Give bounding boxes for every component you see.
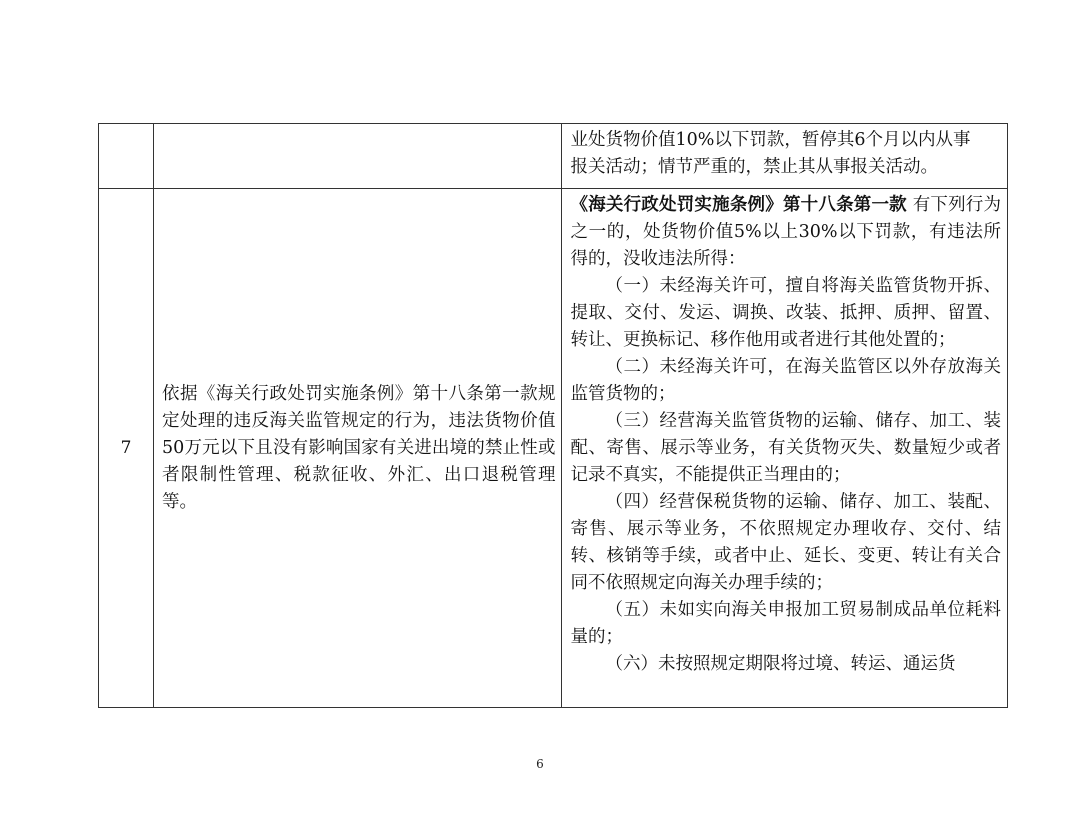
basis-item: （六）未按照规定期限将过境、转运、通运货 xyxy=(605,654,956,674)
basis-item: （三）经营海关监管货物的运输、储存、加工、装配、寄售、展示等业务，有关货物灭失、数量短少或者记录不真实，不能提供正当理由的； xyxy=(570,411,1001,485)
penalty-table xyxy=(98,123,1008,708)
table-row xyxy=(99,189,1008,708)
violation-description: 依据《海关行政处罚实施条例》第十八条第一款规定处理的违反海关监管规定的行为，违法货物价值50万元以下且没有影响国家有关进出境的禁止性或者限制性管理、税款征收、外汇、出口退税管理等。 xyxy=(162,383,556,512)
legal-basis-title: 《海关行政处罚实施条例》第十八条第一款 xyxy=(570,195,907,215)
table-row xyxy=(99,124,1008,189)
row-number-cell: 7 xyxy=(99,189,154,708)
basis-line: 业处货物价值10%以下罚款，暂停其6个月以内从事 xyxy=(570,130,971,150)
basis-item: （五）未如实向海关申报加工贸易制成品单位耗料量的； xyxy=(570,600,1001,647)
row-description-cell xyxy=(154,189,562,708)
legal-basis-intro: 有下列行为之一的，处货物价值5%以上30%以下罚款，有违法所得的，没收违法所得： xyxy=(570,195,1002,269)
row-number-cell xyxy=(99,124,154,189)
basis-item: （一）未经海关许可，擅自将海关监管货物开拆、提取、交付、发运、调换、改装、抵押、质押、留置、转让、更换标记、移作他用或者进行其他处置的； xyxy=(570,276,1001,350)
page-number: 6 xyxy=(536,757,544,771)
basis-item: （四）经营保税货物的运输、储存、加工、装配、寄售、展示等业务，不依照规定办理收存、交付、结转、核销等手续，或者中止、延长、变更、转让有关合同不依照规定向海关办理手续的； xyxy=(570,492,1001,593)
row-basis-cell xyxy=(562,189,1008,708)
row-description-cell xyxy=(154,124,562,189)
basis-item: （二）未经海关许可，在海关监管区以外存放海关监管货物的； xyxy=(570,357,1001,404)
basis-line: 报关活动；情节严重的，禁止其从事报关活动。 xyxy=(570,157,938,177)
row-basis-cell xyxy=(562,124,1008,189)
